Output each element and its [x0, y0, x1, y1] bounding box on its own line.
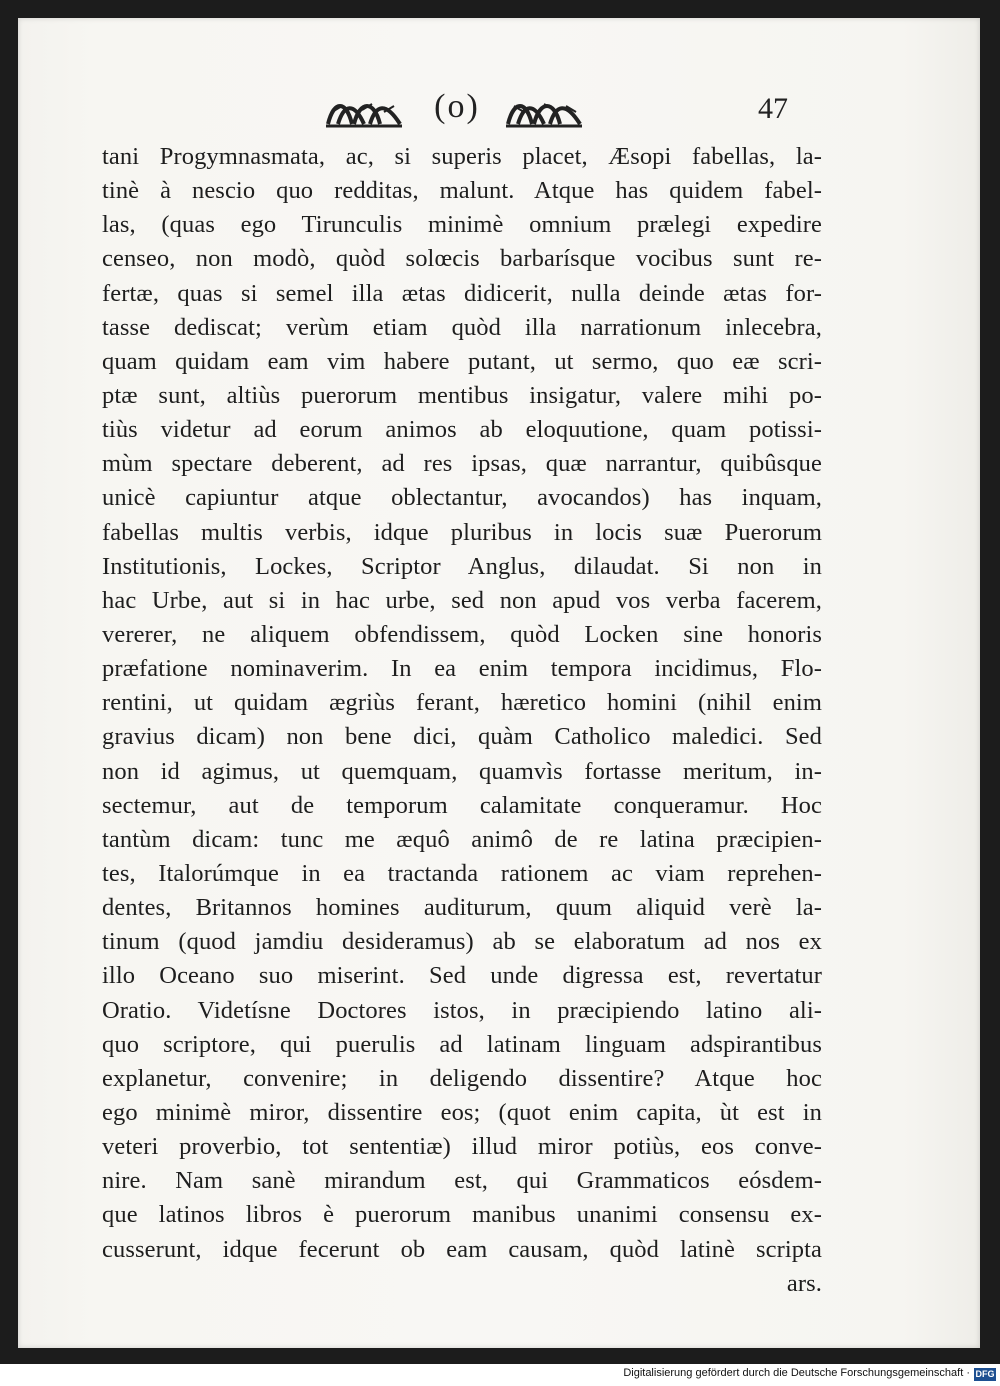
- page-number: 47: [758, 92, 788, 125]
- text-line: tani Progymnasmata, ac, si superis placet, Æsopi fabellas, la-: [102, 143, 822, 170]
- left-ornament-icon: [324, 94, 404, 130]
- text-line: tantùm dicam: tunc me æquô animô de re latina præcipien-: [102, 825, 822, 853]
- right-ornament-icon: [504, 94, 584, 130]
- funding-credit: Digitalisierung gefördert durch die Deutsche Forschungsgemeinschaft ·: [623, 1367, 970, 1379]
- text-line: præfatione nominaverim. In ea enim tempora incidimus, Flo-: [102, 655, 822, 683]
- text-line: veteri proverbio, tot sententiæ) illud miror potiùs, eos conve-: [102, 1133, 822, 1161]
- text-line: tinè à nescio quo redditas, malunt. Atque has quidem fabel-: [102, 177, 822, 205]
- text-line: hac Urbe, aut si in hac urbe, sed non apud vos verba facerem,: [102, 586, 822, 614]
- running-head: [18, 86, 980, 146]
- text-line: fertæ, quas si semel illa ætas didicerit, nulla deinde ætas for-: [102, 279, 822, 307]
- text-line: sectemur, aut de temporum calamitate conqueramur. Hoc: [102, 791, 822, 819]
- text-line: tes, Italorúmque in ea tractanda rationem ac viam reprehen-: [102, 859, 822, 887]
- text-line: censeo, non modò, quòd solœcis barbarísque vocibus sunt re-: [102, 245, 822, 273]
- text-line: unicè capiuntur atque oblectantur, avocandos) has inquam,: [102, 484, 822, 512]
- text-line: dentes, Britannos homines auditurum, quum aliquid verè la-: [102, 894, 822, 922]
- text-line: gravius dicam) non bene dici, quàm Catholico maledici. Sed: [102, 723, 822, 751]
- book-page: [18, 18, 980, 1348]
- text-line: que latinos libros è puerorum manibus unanimi consensu ex-: [102, 1201, 822, 1229]
- text-line: explanetur, convenire; in deligendo dissentire? Atque hoc: [102, 1064, 822, 1092]
- text-line: Oratio. Videtísne Doctores istos, in præcipiendo latino ali-: [102, 996, 822, 1024]
- text-line: vererer, ne aliquem obfendissem, quòd Locken sine honoris: [102, 620, 822, 648]
- text-line: Institutionis, Lockes, Scriptor Anglus, dilaudat. Si non in: [102, 552, 822, 580]
- catchword: ars.: [786, 1269, 822, 1297]
- text-line: tiùs videtur ad eorum animos ab eloquutione, quam potissi-: [102, 416, 822, 444]
- dfg-logo-icon: DFG: [975, 1369, 995, 1379]
- body-text: [102, 140, 822, 1301]
- text-line: cusserunt, idque fecerunt ob eam causam, quòd latinè scripta: [102, 1235, 822, 1263]
- text-line: non id agimus, ut quemquam, quamvìs fortasse meritum, in-: [102, 757, 822, 785]
- text-line: quo scriptore, qui puerulis ad latinam linguam adspirantibus: [102, 1030, 822, 1058]
- text-line: tinum (quod jamdiu desideramus) ab se elaboratum ad nos ex: [102, 928, 822, 956]
- footer-bar: [0, 1364, 1000, 1386]
- running-head-mark: (o): [434, 88, 480, 125]
- text-line: mùm spectare deberent, ad res ipsas, quæ narrantur, quibûsque: [102, 450, 822, 478]
- text-line: nire. Nam sanè mirandum est, qui Grammaticos eósdem-: [102, 1167, 822, 1195]
- text-line: tasse dediscat; verùm etiam quòd illa narrationum inlecebra,: [102, 313, 822, 341]
- text-line: quam quidam eam vim habere putant, ut sermo, quo eæ scri-: [102, 347, 822, 375]
- text-line: illo Oceano suo miserint. Sed unde digressa est, revertatur: [102, 962, 822, 990]
- text-line: fabellas multis verbis, idque pluribus in locis suæ Puerorum: [102, 518, 822, 546]
- text-line: rentini, ut quidam ægriùs ferant, hæretico homini (nihil enim: [102, 689, 822, 717]
- text-line: ego minimè miror, dissentire eos; (quot enim capita, ùt est in: [102, 1098, 822, 1126]
- text-line: ptæ sunt, altiùs puerorum mentibus insigatur, valere mihi po-: [102, 381, 822, 409]
- text-line: las, (quas ego Tirunculis minimè omnium prælegi expedire: [102, 211, 822, 239]
